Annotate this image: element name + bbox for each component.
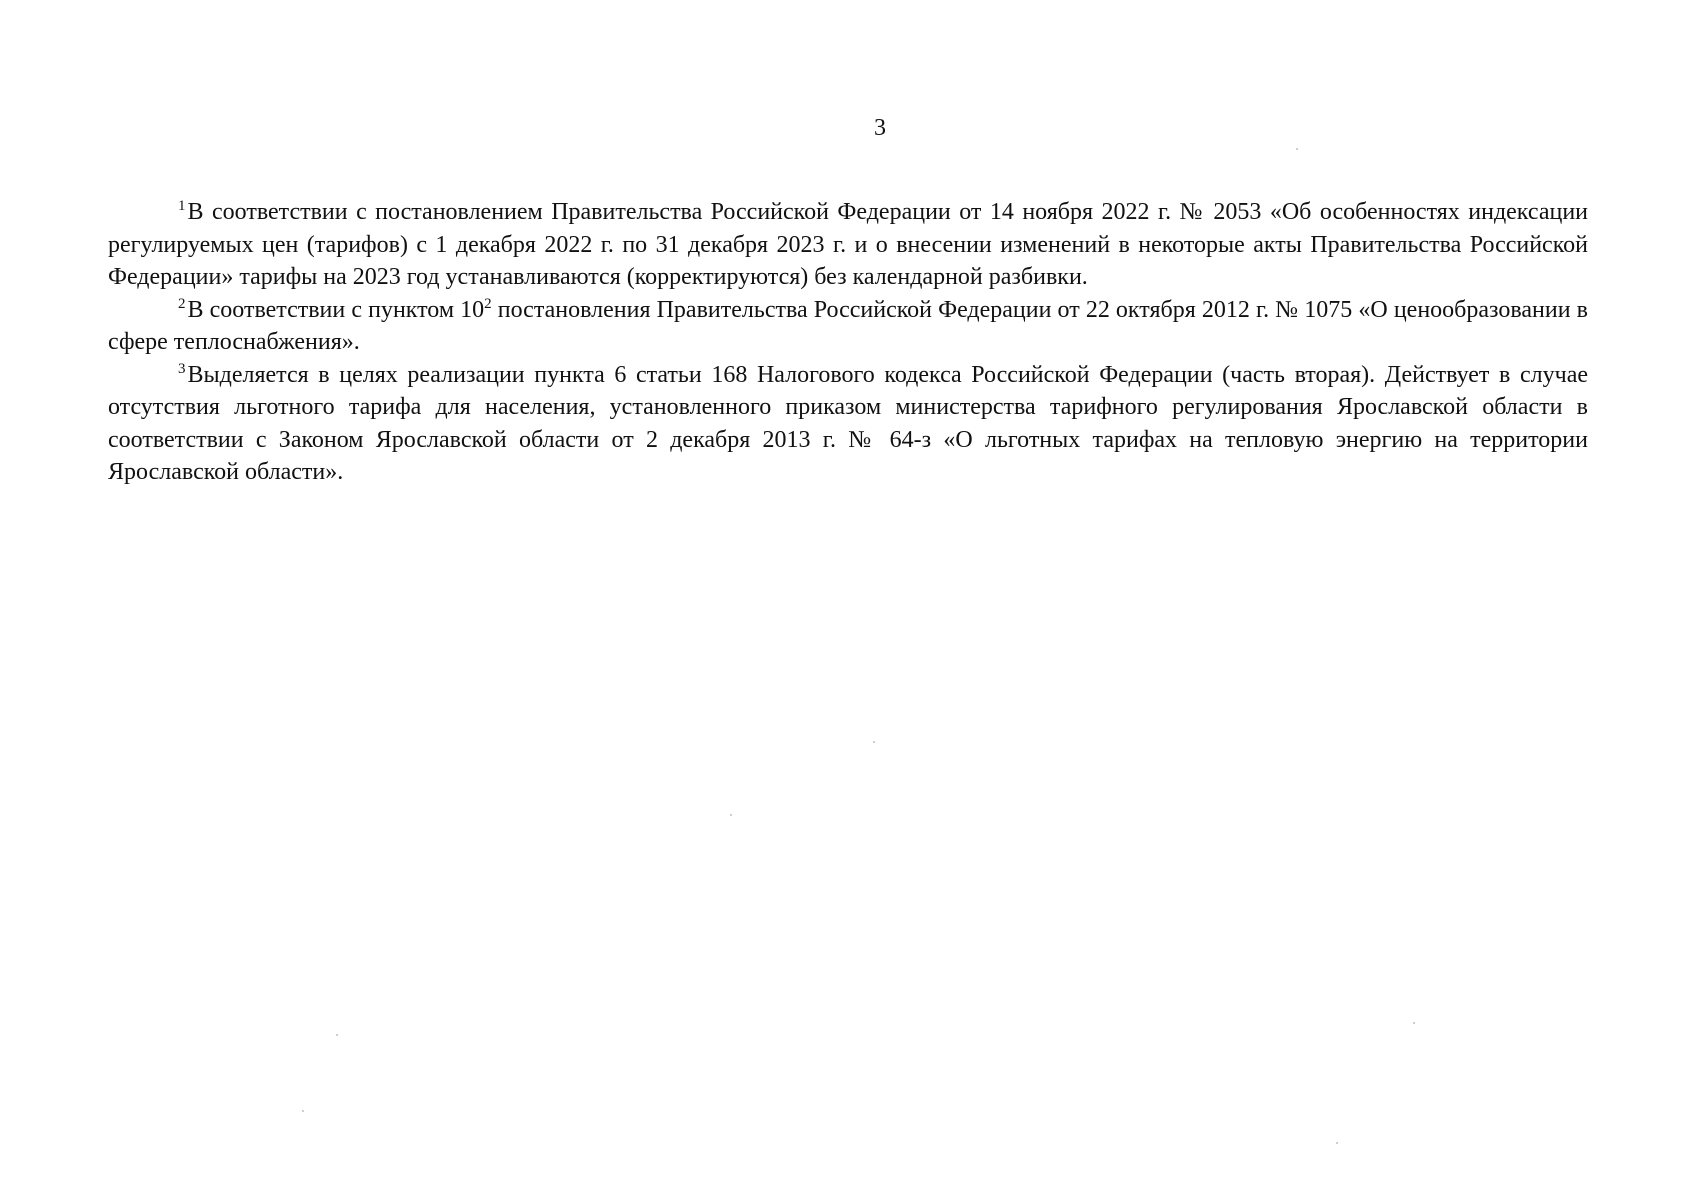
scan-speck bbox=[873, 741, 875, 743]
footnote-marker: 3 bbox=[178, 360, 186, 377]
paragraph-superscript: 2 bbox=[484, 295, 492, 312]
footnote-2 bbox=[108, 294, 1588, 359]
page-number: 3 bbox=[874, 115, 886, 141]
scan-speck bbox=[302, 1110, 304, 1112]
scan-speck bbox=[1413, 1022, 1415, 1024]
footnote-1 bbox=[108, 196, 1588, 294]
footnote-text-after: постановления Правительства Российской Федерации от 22 октября 2012 г. № 1075 «О ценообразовании в сфере теплоснабжения». bbox=[108, 296, 1589, 355]
footnote-marker: 2 bbox=[178, 295, 186, 312]
footnote-text-before: В соответствии с пунктом 10 bbox=[187, 296, 485, 323]
footnote-text: В соответствии с постановлением Правительства Российской Федерации от 14 ноября 2022 г. № 2053 «Об особенностях индексации регулируемых цен (тарифов) с 1 декабря 2022 г. по 31 декабря 2023 г. и о внесении изменений в некоторые акты Правительства Российской Федерации» тарифы на 2023 год устанавливаются (корректируются) без календарной разбивки. bbox=[108, 199, 1588, 290]
footnote-3 bbox=[108, 359, 1588, 489]
scan-speck bbox=[336, 1034, 338, 1036]
scan-speck bbox=[1296, 148, 1298, 150]
footnotes-block bbox=[108, 196, 1588, 489]
scan-speck bbox=[730, 814, 732, 816]
scan-speck bbox=[1336, 1142, 1338, 1144]
footnote-marker: 1 bbox=[178, 198, 186, 214]
footnote-text: Выделяется в целях реализации пункта 6 статьи 168 Налогового кодекса Российской Федерации (часть вторая). Действует в случае отсутствия льготного тарифа для населения, установленного приказом министерства тарифного регулирования Ярославской области в соответствии с Законом Ярославской области от 2 декабря 2013 г. № 64-з «О льготных тарифах на тепловую энергию на территории Ярославской области». bbox=[108, 361, 1588, 485]
